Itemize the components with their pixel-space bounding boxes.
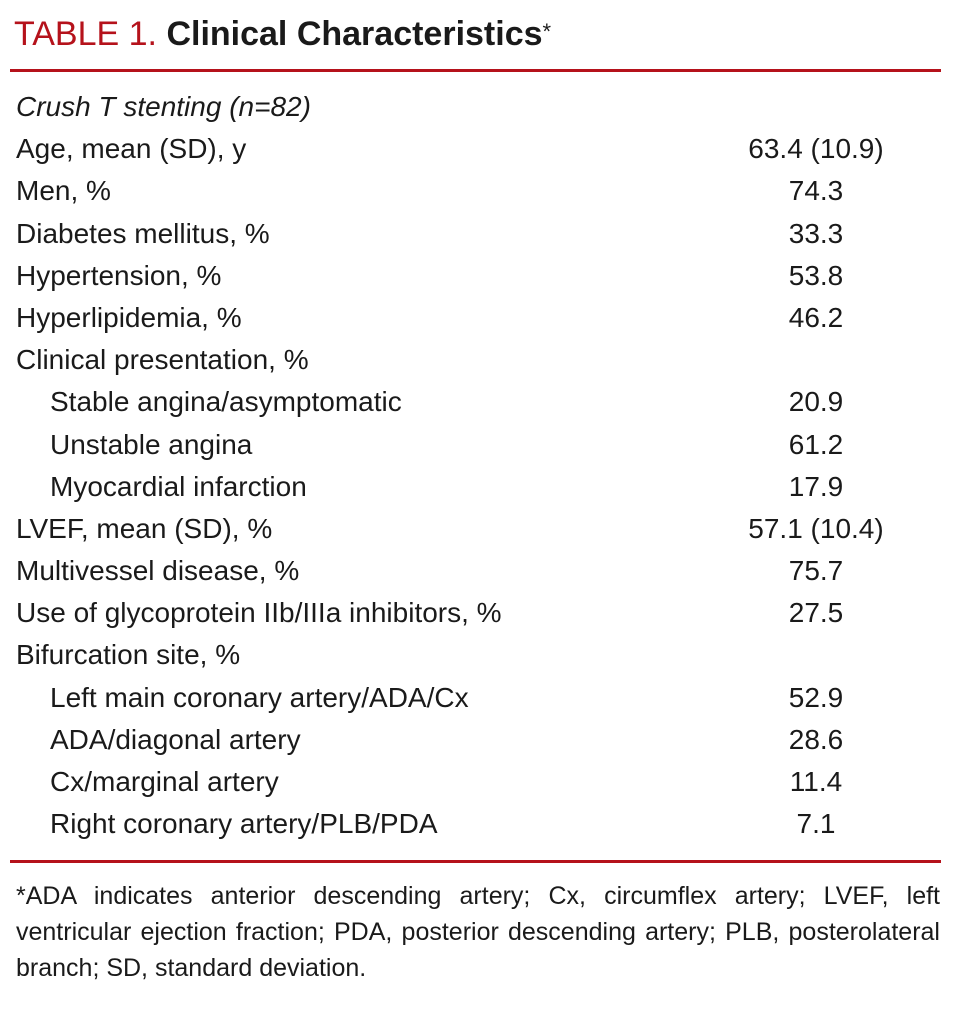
table-row <box>16 213 916 255</box>
top-rule <box>10 69 941 72</box>
row-label: LVEF, mean (SD), % <box>16 512 273 544</box>
row-value: 63.4 (10.9) <box>748 133 884 165</box>
table-row <box>16 466 916 508</box>
row-label: ADA/diagonal artery <box>50 723 301 755</box>
table-row <box>16 128 916 170</box>
row-value: 27.5 <box>788 597 844 629</box>
row-label: Stable angina/asymptomatic <box>50 386 402 418</box>
row-value: 20.9 <box>788 386 844 418</box>
table-footnote: *ADA indicates anterior descending artery; Cx, circumflex artery; LVEF, left ventricular ejection fraction; PDA, posterior descending artery; PLB, posterolateral branch; SD, standard deviation. <box>16 882 940 982</box>
row-label: Men, % <box>16 175 111 207</box>
footnote-marker: * <box>542 19 552 44</box>
table-title <box>14 12 551 56</box>
table-row <box>16 339 916 381</box>
row-label: Diabetes mellitus, % <box>16 217 270 249</box>
row-label: Right coronary artery/PLB/PDA <box>50 808 438 840</box>
row-label: Clinical presentation, % <box>16 344 309 376</box>
row-label: Cx/marginal artery <box>50 766 279 797</box>
row-value: 74.3 <box>788 175 844 207</box>
row-label: Multivessel disease, % <box>16 555 300 587</box>
row-value: 33.3 <box>788 217 844 249</box>
row-value: 53.8 <box>788 259 844 291</box>
row-value: 57.1 (10.4) <box>748 512 884 544</box>
table-row <box>16 381 916 423</box>
table-row <box>16 803 916 845</box>
row-value: 61.2 <box>788 428 844 460</box>
row-label: Unstable angina <box>50 428 253 460</box>
row-label: Hyperlipidemia, % <box>16 301 242 333</box>
row-value: 75.7 <box>788 555 844 587</box>
row-value: 7.1 <box>796 808 836 840</box>
table-row <box>16 297 916 339</box>
row-label: Bifurcation site, % <box>16 639 241 671</box>
row-value: 17.9 <box>788 470 844 502</box>
table-row <box>16 634 916 676</box>
row-value: 28.6 <box>788 723 844 755</box>
table-row <box>16 86 916 128</box>
table-row <box>16 761 916 803</box>
table-row <box>16 719 916 761</box>
table-caption: Clinical Characteristics <box>166 15 543 53</box>
row-value: 46.2 <box>788 301 844 333</box>
row-label: Myocardial infarction <box>50 470 307 502</box>
row-value: 11.4 <box>789 766 843 797</box>
table-row <box>16 255 916 297</box>
row-label: Hypertension, % <box>16 259 222 291</box>
table-row <box>16 677 916 719</box>
table-number: TABLE 1. <box>14 15 157 53</box>
row-label: Use of glycoprotein IIb/IIIa inhibitors, % <box>16 597 502 629</box>
table-row <box>16 550 916 592</box>
row-label: Left main coronary artery/ADA/Cx <box>50 681 469 713</box>
table-row <box>16 424 916 466</box>
table-row <box>16 508 916 550</box>
row-value: 52.9 <box>788 681 844 713</box>
table-row <box>16 592 916 634</box>
row-label: Crush T stenting (n=82) <box>16 91 311 122</box>
row-label: Age, mean (SD), y <box>16 133 247 165</box>
characteristics-table <box>16 86 916 845</box>
table-row <box>16 170 916 212</box>
bottom-rule <box>10 860 941 863</box>
